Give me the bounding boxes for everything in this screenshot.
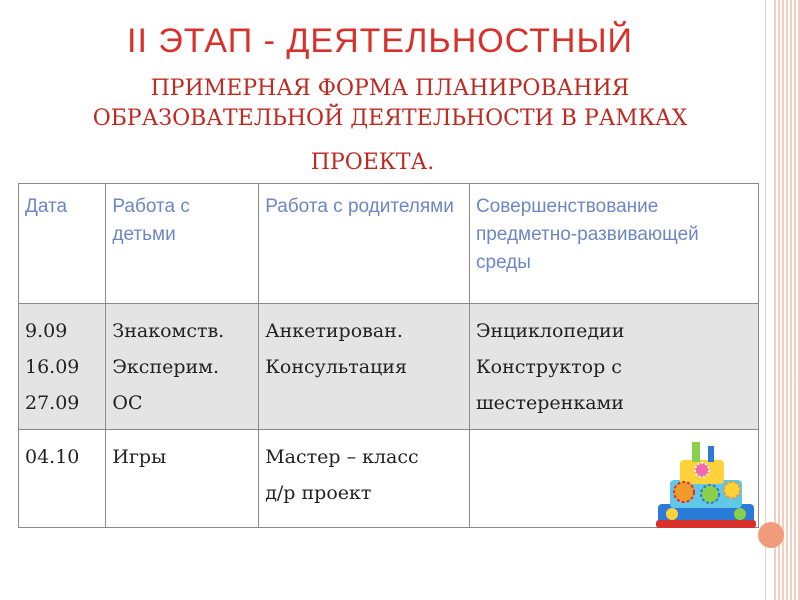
parents-activity: Анкетирован. [265,320,403,342]
page-title: II ЭТАП - ДЕЯТЕЛЬНОСТНЫЙ [127,22,633,60]
table-header-row [19,184,759,304]
table-row [19,304,759,430]
children-activity: Игры [112,446,167,468]
header-children: Работа с детьми [106,184,259,304]
cell-environment [469,304,758,430]
header-date: Дата [19,184,106,304]
parents-activity: Консультация [265,356,407,378]
children-activity: Эксперим. [112,356,219,378]
header-environment: Совершенствование предметно-развивающей среды [469,184,758,304]
cell-parents [259,430,470,528]
cell-date [19,304,106,430]
page-subtitle: ПРИМЕРНАЯ ФОРМА ПЛАНИРОВАНИЯ ОБРАЗОВАТЕЛЬНОЙ ДЕЯТЕЛЬНОСТИ В РАМКАХ [92,76,688,131]
environment-item: Энциклопедии [475,320,625,342]
cell-children [106,304,259,430]
page-subtitle-tail: ПРОЕКТА. [310,150,435,175]
decorative-dot [758,522,784,548]
gear-toy-icon [650,432,760,542]
children-activity: ОС [112,392,143,414]
children-activity: Знакомств. [112,320,225,342]
cell-date [19,430,106,528]
cell-parents [259,304,470,430]
table-row [19,430,759,528]
date-value: 9.09 [25,320,68,342]
decorative-line [765,0,766,600]
header-parents: Работа с родителями [259,184,470,304]
decorative-stripe [774,0,800,600]
date-value: 16.09 [25,356,80,378]
environment-item: Конструктор с шестеренками [475,356,624,414]
date-value: 04.10 [25,446,80,468]
date-value: 27.09 [25,392,80,414]
parents-activity: Мастер – класс [265,446,419,468]
cell-children [106,430,259,528]
planning-table [18,183,759,528]
parents-activity: д/р проект [265,482,372,504]
